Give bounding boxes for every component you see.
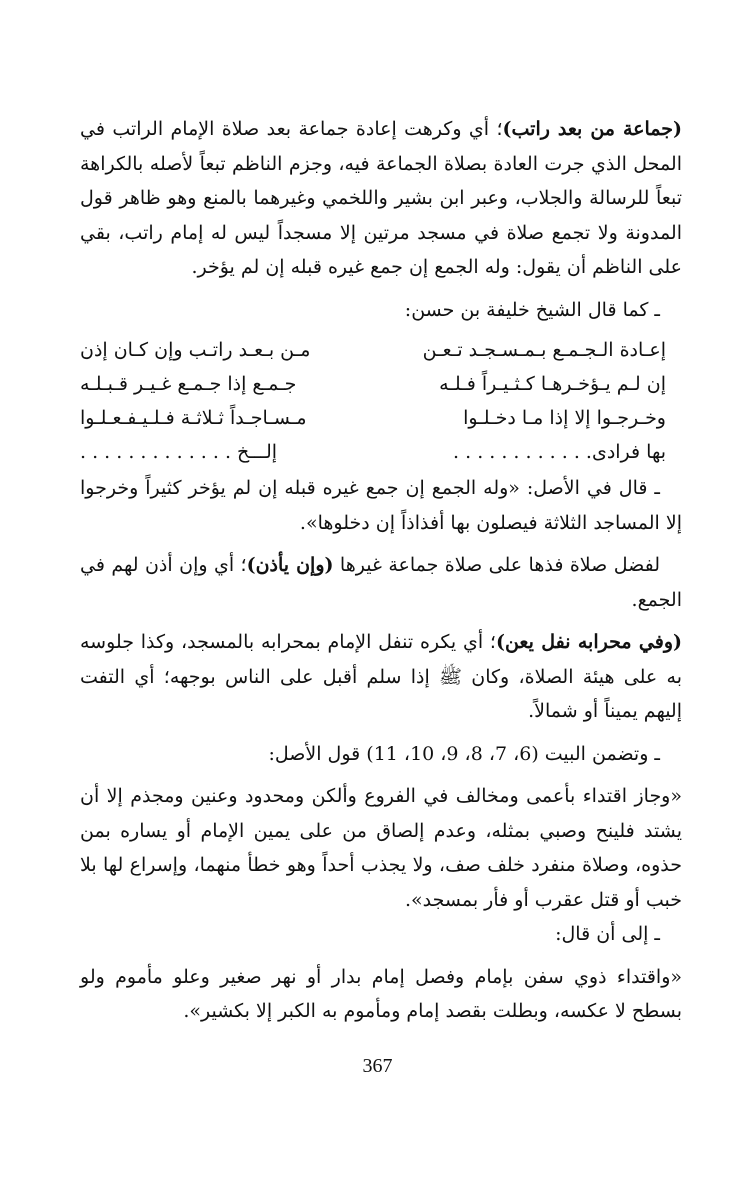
- paragraph-until-said: ـ إلى أن قال:: [555, 923, 660, 945]
- verse-first-hemistich: إن لـم يـؤخـرهـا كـثـيـراً فـلـه: [439, 373, 666, 395]
- paragraph-permission: [80, 548, 682, 617]
- verse-second-hemistich: مـسـاجـداً ثـلاثـة فـلـيـفـعـلـوا: [80, 407, 307, 429]
- paragraph-text: ؛ أي يكره تنفل الإمام بمحرابه بالمسجد، وكذا جلوسه به على هيئة الصلاة، وكان ﷺ إذا سلم أقبل على الناس بوجهه؛ أي التفت إليهم يميناً أو شمالاً.: [80, 631, 682, 722]
- poem-verse: [80, 435, 666, 469]
- verse-second-hemistich: إلـــخ . . . . . . . . . . . . .: [80, 441, 278, 463]
- poem-intro: ـ كما قال الشيخ خليفة بن حسن:: [404, 298, 660, 321]
- paragraph-text: ؛ أي وإن أذن لهم في الجمع.: [80, 554, 682, 611]
- page-body: [80, 112, 682, 1029]
- poem-verse: [80, 401, 666, 435]
- paragraph-congregation-after-imam: [80, 112, 682, 285]
- paragraph-mihrab: [80, 625, 682, 729]
- paragraph-text: ؛ أي وكرهت إعادة جماعة بعد صلاة الإمام الراتب في المحل الذي جرت العادة بصلاة الجماعة فيه، وجزم الناظم تبعاً لأصله بالكراهة تبعاً للرسالة والجلاب، وعبر ابن بشير واللخمي وغيرهما بالمنع وهو ظاهر قول المدونة ولا تجمع صلاة في مسجد مرتين إلا مسجداً ليس له إمام راتب، بقي على الناظم أن يقول: وله الجمع إن جمع غيره قبله إن لم يؤخر.: [80, 118, 682, 278]
- paragraph-verses-reference: ـ وتضمن البيت (6، 7، 8، 9، 10، 11) قول الأصل:: [268, 742, 660, 765]
- bold-heading: (جماعة من بعد راتب): [502, 118, 682, 140]
- verse-first-hemistich: وخـرجـوا إلا إذا مـا دخـلـوا: [463, 407, 666, 429]
- poem: [80, 333, 682, 469]
- verse-first-hemistich: إعـادة الـجـمـع بـمـسـجـد تـعـن: [422, 339, 666, 361]
- poem-verse: [80, 367, 666, 401]
- bold-heading: (وفي محرابه نفل يعن): [495, 631, 682, 653]
- page-number: 367: [362, 1055, 393, 1077]
- verse-second-hemistich: مـن بـعـد راتـب وإن كـان إذن: [80, 339, 311, 361]
- bold-heading: (وإن يأذن): [246, 554, 334, 576]
- paragraph-quote-boats: «واقتداء ذوي سفن بإمام وفصل إمام بدار أو نهر صغير وعلو مأموم ولو بسطح لا عكسه، وبطلت بقصد إمام ومأموم به الكبر إلا بكشير».: [80, 965, 682, 1022]
- paragraph-text: لفضل صلاة فذها على صلاة جماعة غيرها: [333, 554, 660, 576]
- poem-verse: [80, 333, 666, 367]
- verse-second-hemistich: جـمـع إذا جـمـع غـيـر قـبـلـه: [80, 373, 297, 395]
- verse-first-hemistich: بها فرادى. . . . . . . . . . . .: [453, 441, 666, 463]
- paragraph-quote-permissible: «وجاز اقتداء بأعمى ومخالف في الفروع وألكن ومحدود وعنين ومجذم إلا أن يشتد فلينح وصبي بمثله، وعدم إلصاق من على يمين الإمام أو يساره بمن حذوه، وصلاة منفرد خلف صف، ولا يجذب أحداً وهو خطأ منهما، وإسراع لها بلا خبب أو قتل عقرب أو فأر بمسجد».: [80, 785, 682, 911]
- paragraph-quote-origin: ـ قال في الأصل: «وله الجمع إن جمع غيره قبله إن لم يؤخر كثيراً وخرجوا إلا المساجد الثلاثة فيصلون بها أفذاذاً إن دخلوها».: [80, 477, 682, 534]
